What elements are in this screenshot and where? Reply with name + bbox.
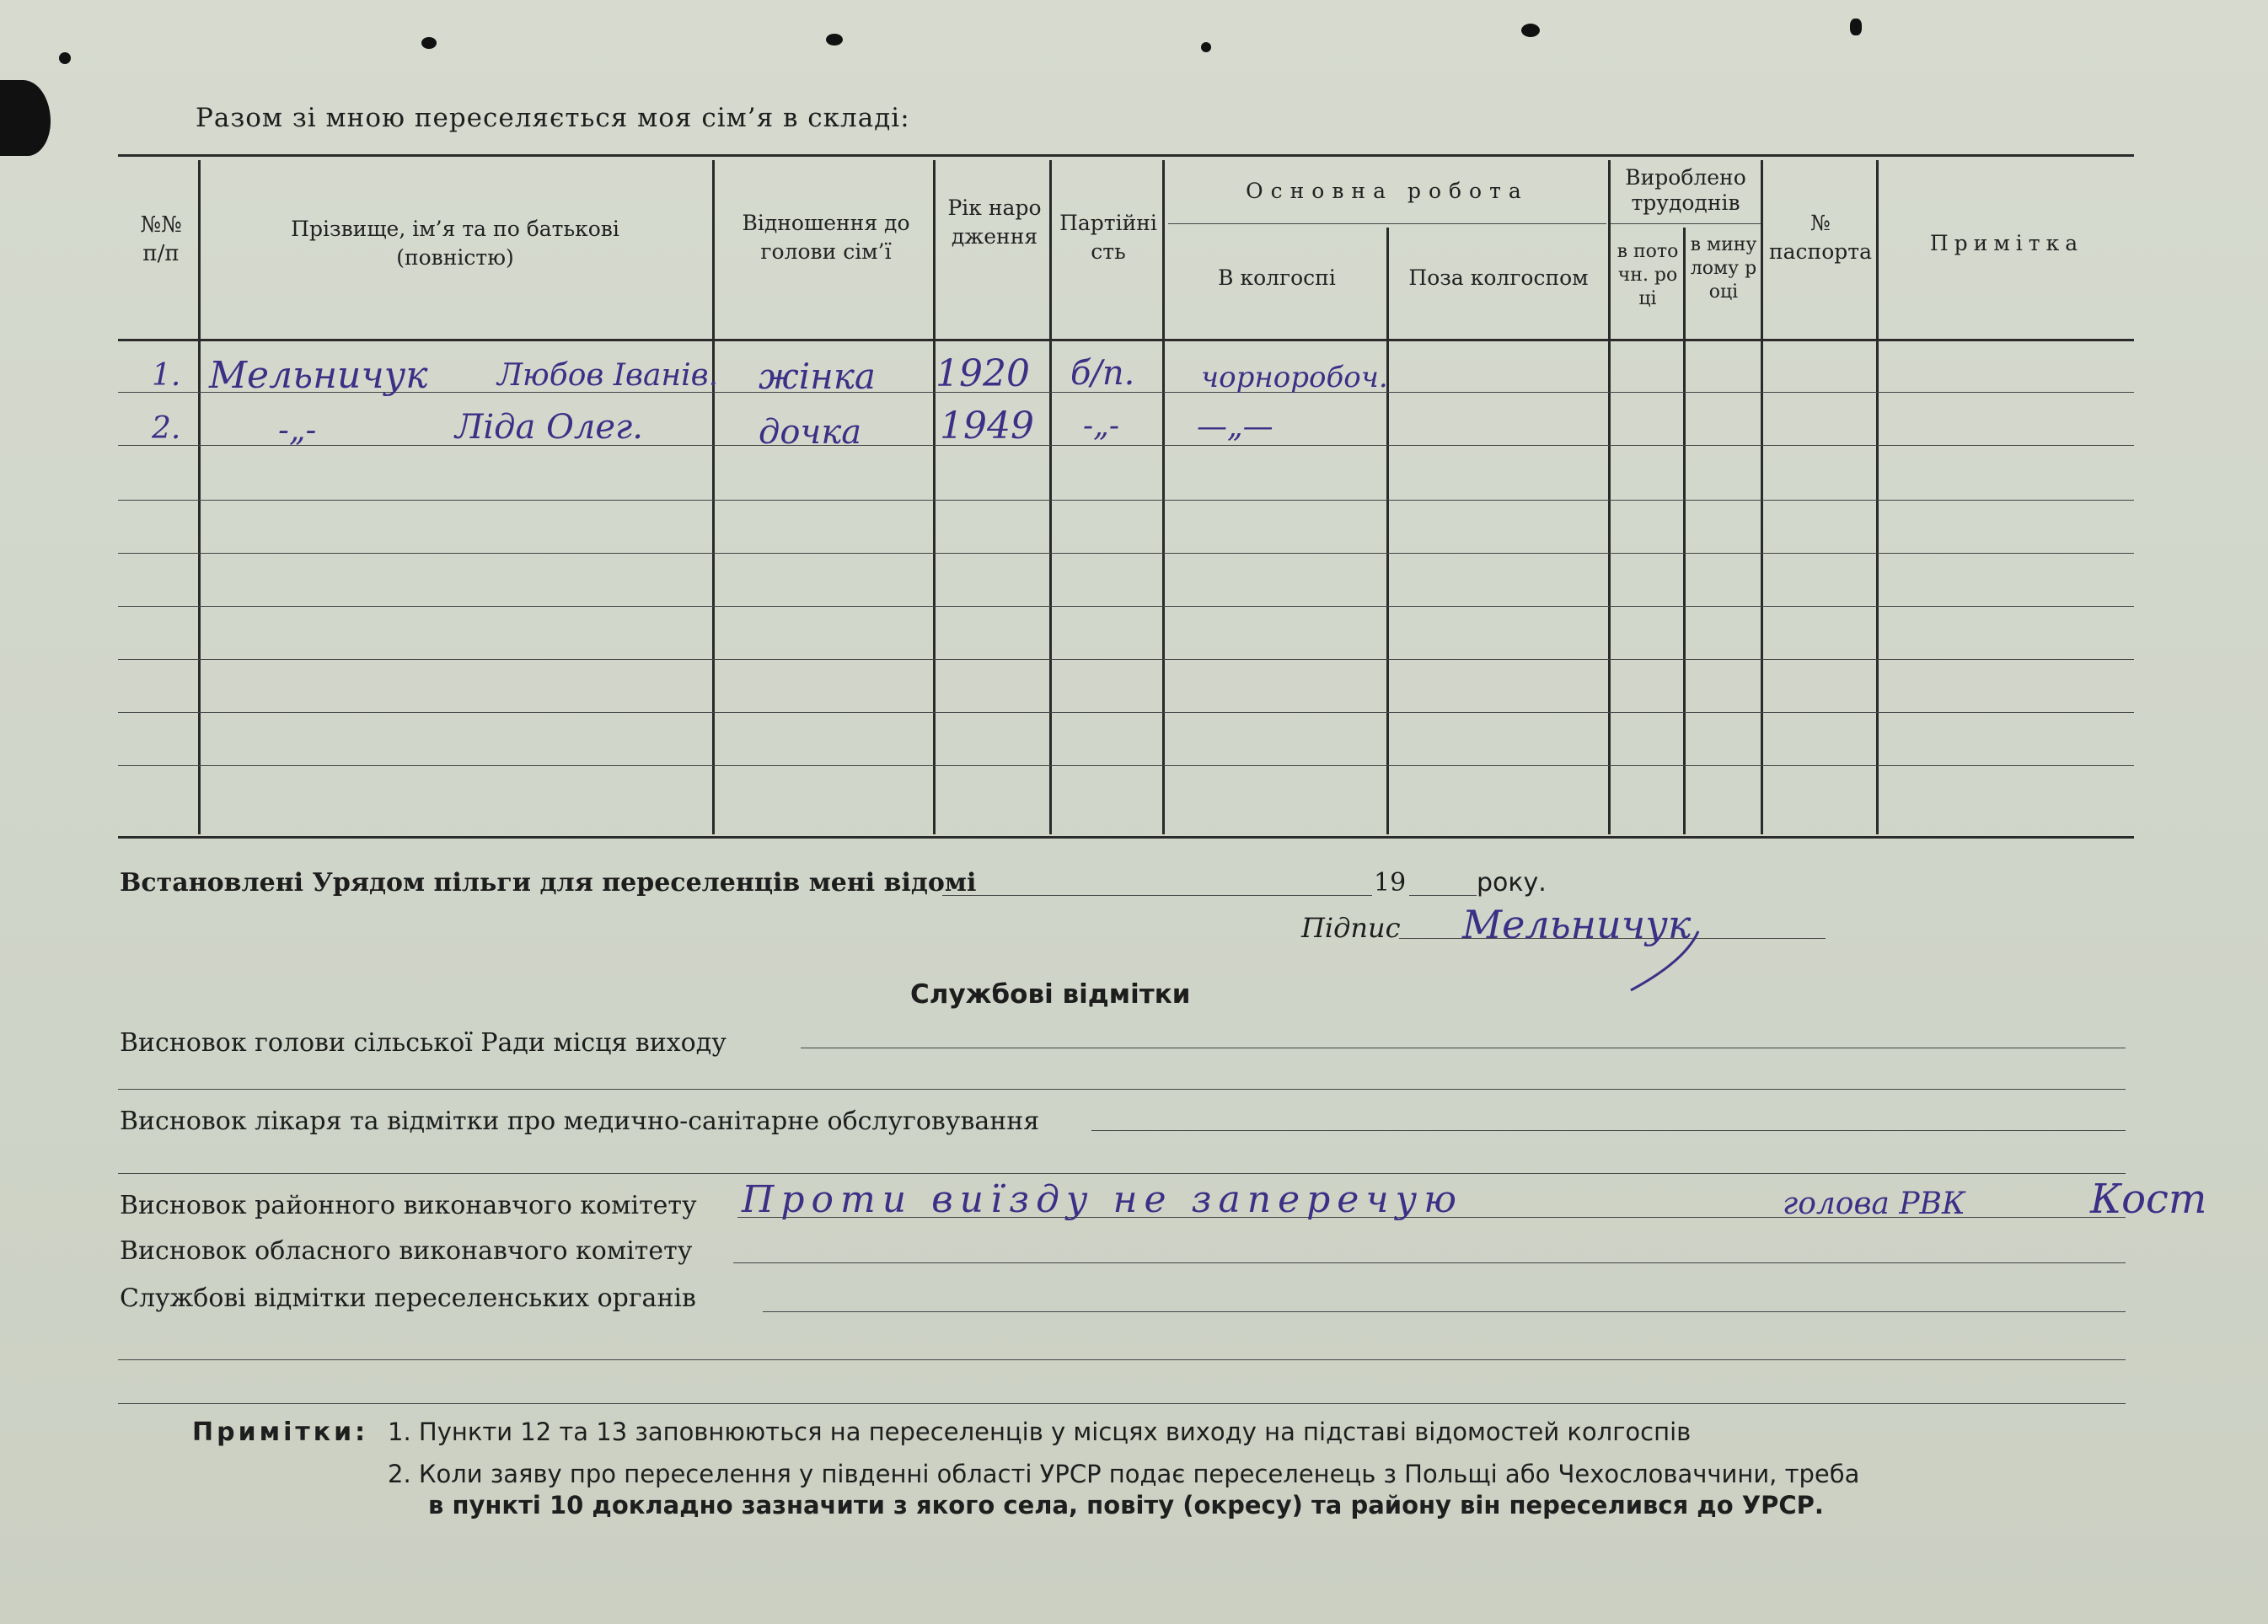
row-1-party: б/п.	[1070, 354, 1135, 393]
row-2-num: 2.	[152, 411, 181, 446]
col-divider	[198, 160, 201, 834]
corner-damage	[0, 80, 51, 156]
ink-spot	[421, 37, 437, 49]
days-group-divider	[1610, 223, 1761, 224]
header-year: Рік народження	[947, 196, 1042, 249]
blank-line	[118, 1089, 2126, 1090]
col-divider	[933, 160, 936, 834]
row-line	[118, 765, 2134, 766]
ink-spot	[1850, 19, 1862, 35]
notes-label: Примітки:	[192, 1418, 369, 1447]
ink-spot	[826, 34, 843, 46]
doctor-label: Висновок лікаря та відмітки про медично-санітарне обслуговування	[120, 1107, 1040, 1136]
header-relation: Відношення до голови сім’ї	[742, 211, 910, 264]
row-line	[118, 659, 2134, 660]
note-2-line-1: 2. Коли заяву про переселення у південні області УРСР подає переселенець з Польщі або Чехословаччини, треба	[388, 1460, 1860, 1488]
header-passport: № паспорта	[1768, 211, 1873, 264]
organs-label: Службові відмітки переселенських органів	[120, 1284, 696, 1313]
benefits-year-prefix: 19	[1374, 868, 1407, 898]
signature-label: Підпис	[1301, 912, 1401, 944]
col-divider	[1049, 160, 1052, 834]
row-line	[118, 500, 2134, 501]
blank-line	[118, 1359, 2126, 1360]
row-2-work-in: —„—	[1197, 410, 1273, 444]
service-title: Службові відмітки	[910, 979, 1191, 1010]
col-divider	[1876, 160, 1879, 834]
table-header-bottom	[118, 339, 2134, 341]
header-days-previous: в минулому році	[1690, 234, 1757, 303]
row-line	[118, 606, 2134, 607]
village-council-label: Висновок голови сільської Ради місця виходу	[120, 1028, 727, 1058]
blank-line	[118, 1403, 2126, 1404]
district-signer: голова РВК	[1783, 1187, 1965, 1221]
work-group-divider	[1168, 223, 1606, 224]
header-party: Партійність	[1059, 211, 1157, 264]
oblast-label: Висновок обласного виконавчого комітету	[120, 1236, 693, 1266]
oblast-line	[733, 1262, 2126, 1263]
table-top-border	[118, 154, 2134, 157]
district-label: Висновок районного виконавчого комітету	[120, 1191, 697, 1220]
row-1-year: 1920	[936, 352, 1030, 395]
district-value: Проти виїзду не заперечую	[742, 1178, 1463, 1221]
ink-spot	[1201, 42, 1211, 52]
header-work-group: Основна робота	[1246, 179, 1529, 203]
col-divider	[1761, 160, 1763, 834]
header-num: №№ п/п	[140, 212, 182, 266]
row-2-surname: -„-	[278, 411, 317, 448]
header-work-out: Поза колгоспом	[1408, 265, 1589, 290]
organs-line	[763, 1311, 2126, 1312]
doctor-line	[1091, 1130, 2126, 1131]
row-1-work-in: чорноробоч.	[1201, 361, 1388, 394]
row-1-name: Любов Іванів.	[497, 358, 719, 393]
note-1: 1. Пункти 12 та 13 заповнюються на переселенців у місцях виходу на підставі відомостей колгоспів	[388, 1418, 1692, 1446]
col-divider	[1683, 228, 1686, 834]
benefits-year-line	[1409, 895, 1477, 896]
row-line	[118, 712, 2134, 713]
row-1-relation: жінка	[759, 356, 876, 397]
row-2-party: -„-	[1083, 409, 1119, 443]
row-1-surname: Мельничук	[209, 354, 428, 397]
signature-flourish	[1627, 927, 1702, 994]
row-2-year: 1949	[940, 405, 1034, 448]
col-divider	[1608, 160, 1611, 834]
row-2-relation: дочка	[759, 413, 862, 452]
header-name: Прізвище, ім’я та по батькові (повністю)	[291, 217, 619, 270]
blank-line	[118, 1173, 2126, 1174]
col-divider	[1386, 228, 1389, 834]
ink-spot	[1521, 24, 1540, 37]
header-work-in: В колгоспі	[1218, 265, 1336, 290]
benefits-line	[942, 895, 1372, 896]
row-2-name: Ліда Олег.	[455, 408, 643, 447]
header-days-current: в поточн. році	[1617, 241, 1679, 309]
row-line	[118, 553, 2134, 554]
benefits-year-suffix: року.	[1477, 868, 1547, 898]
district-signature: Кост	[2090, 1176, 2207, 1223]
header-note: Примітка	[1929, 231, 2084, 255]
row-1-num: 1.	[152, 358, 181, 393]
signature-value: Мельничук	[1462, 902, 1692, 947]
col-divider	[712, 160, 715, 834]
header-days-group: Вироблено трудоднів	[1625, 165, 1746, 215]
ink-spot	[59, 52, 71, 64]
benefits-label: Встановлені Урядом пільги для переселенців мені відомі	[120, 868, 977, 898]
note-2-line-2: в пункті 10 докладно зазначити з якого села, повіту (окресу) та району він переселився до УРСР.	[428, 1491, 1824, 1519]
col-divider	[1162, 160, 1165, 834]
intro-text: Разом зі мною переселяється моя сім’я в складі:	[196, 103, 910, 133]
table-bottom-border	[118, 836, 2134, 839]
row-line	[118, 445, 2134, 446]
